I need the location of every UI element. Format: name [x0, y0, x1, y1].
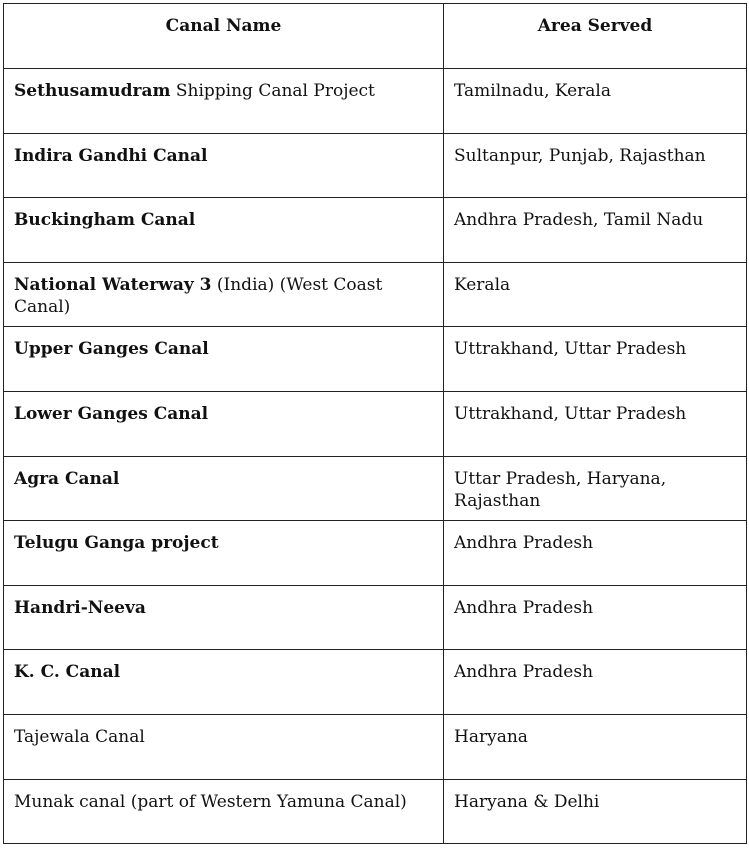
table-row — [4, 650, 747, 715]
table-row — [4, 198, 747, 263]
canal-name-cell — [4, 391, 444, 456]
canal-name-bold: Handri-Neeva — [14, 597, 146, 618]
canal-name-cell — [4, 456, 444, 521]
header-row — [4, 4, 747, 69]
area-served-cell: Uttar Pradesh, Haryana, Rajasthan — [444, 456, 747, 521]
canal-name-cell — [4, 133, 444, 198]
table-row — [4, 714, 747, 779]
table-row — [4, 456, 747, 521]
table-row — [4, 133, 747, 198]
table-row — [4, 585, 747, 650]
table-row — [4, 779, 747, 844]
canal-name-bold: Sethusamudram — [14, 81, 171, 101]
area-served-cell: Uttrakhand, Uttar Pradesh — [444, 391, 747, 456]
canal-table — [3, 3, 747, 844]
canal-name-cell — [4, 714, 444, 779]
canal-name-rest: Shipping Canal Project — [170, 81, 375, 101]
canal-name-bold: Lower Ganges Canal — [14, 403, 209, 424]
canal-name-cell — [4, 262, 444, 327]
canal-name-bold: National Waterway 3 — [14, 274, 212, 295]
area-served-cell: Andhra Pradesh — [444, 650, 747, 715]
area-served-cell: Sultanpur, Punjab, Rajasthan — [444, 133, 747, 198]
canal-name-bold: Agra Canal — [14, 468, 120, 489]
table-row — [4, 262, 747, 327]
area-served-cell: Andhra Pradesh — [444, 521, 747, 586]
canal-name-rest: (India) (West Coast Canal) — [14, 274, 383, 317]
canal-name-cell — [4, 585, 444, 650]
canal-name-bold: Buckingham Canal — [14, 210, 196, 231]
area-served-cell: Uttrakhand, Uttar Pradesh — [444, 327, 747, 392]
canal-name-bold: Upper Ganges Canal — [14, 339, 209, 360]
table-row — [4, 521, 747, 586]
table-row — [4, 391, 747, 456]
header-area-served: Area Served — [444, 4, 747, 69]
area-served-cell: Kerala — [444, 262, 747, 327]
canal-name-cell — [4, 198, 444, 263]
canal-name-rest: Tajewala Canal — [14, 726, 145, 747]
area-served-cell: Haryana — [444, 714, 747, 779]
canal-name-bold: Indira Gandhi Canal — [14, 145, 208, 166]
canal-name-bold: Telugu Ganga project — [14, 533, 219, 554]
canal-name-rest: Munak canal (part of Western Yamuna Canal) — [14, 791, 407, 812]
area-served-cell: Haryana & Delhi — [444, 779, 747, 844]
area-served-cell: Andhra Pradesh — [444, 585, 747, 650]
area-served-cell: Tamilnadu, Kerala — [444, 69, 747, 134]
canal-name-cell — [4, 779, 444, 844]
area-served-cell: Andhra Pradesh, Tamil Nadu — [444, 198, 747, 263]
header-canal-name: Canal Name — [4, 4, 444, 69]
table-row — [4, 69, 747, 134]
canal-name-cell — [4, 650, 444, 715]
canal-name-cell — [4, 327, 444, 392]
table-row — [4, 327, 747, 392]
canal-name-bold: K. C. Canal — [14, 662, 121, 683]
canal-name-cell — [4, 69, 444, 134]
canal-name-cell — [4, 521, 444, 586]
